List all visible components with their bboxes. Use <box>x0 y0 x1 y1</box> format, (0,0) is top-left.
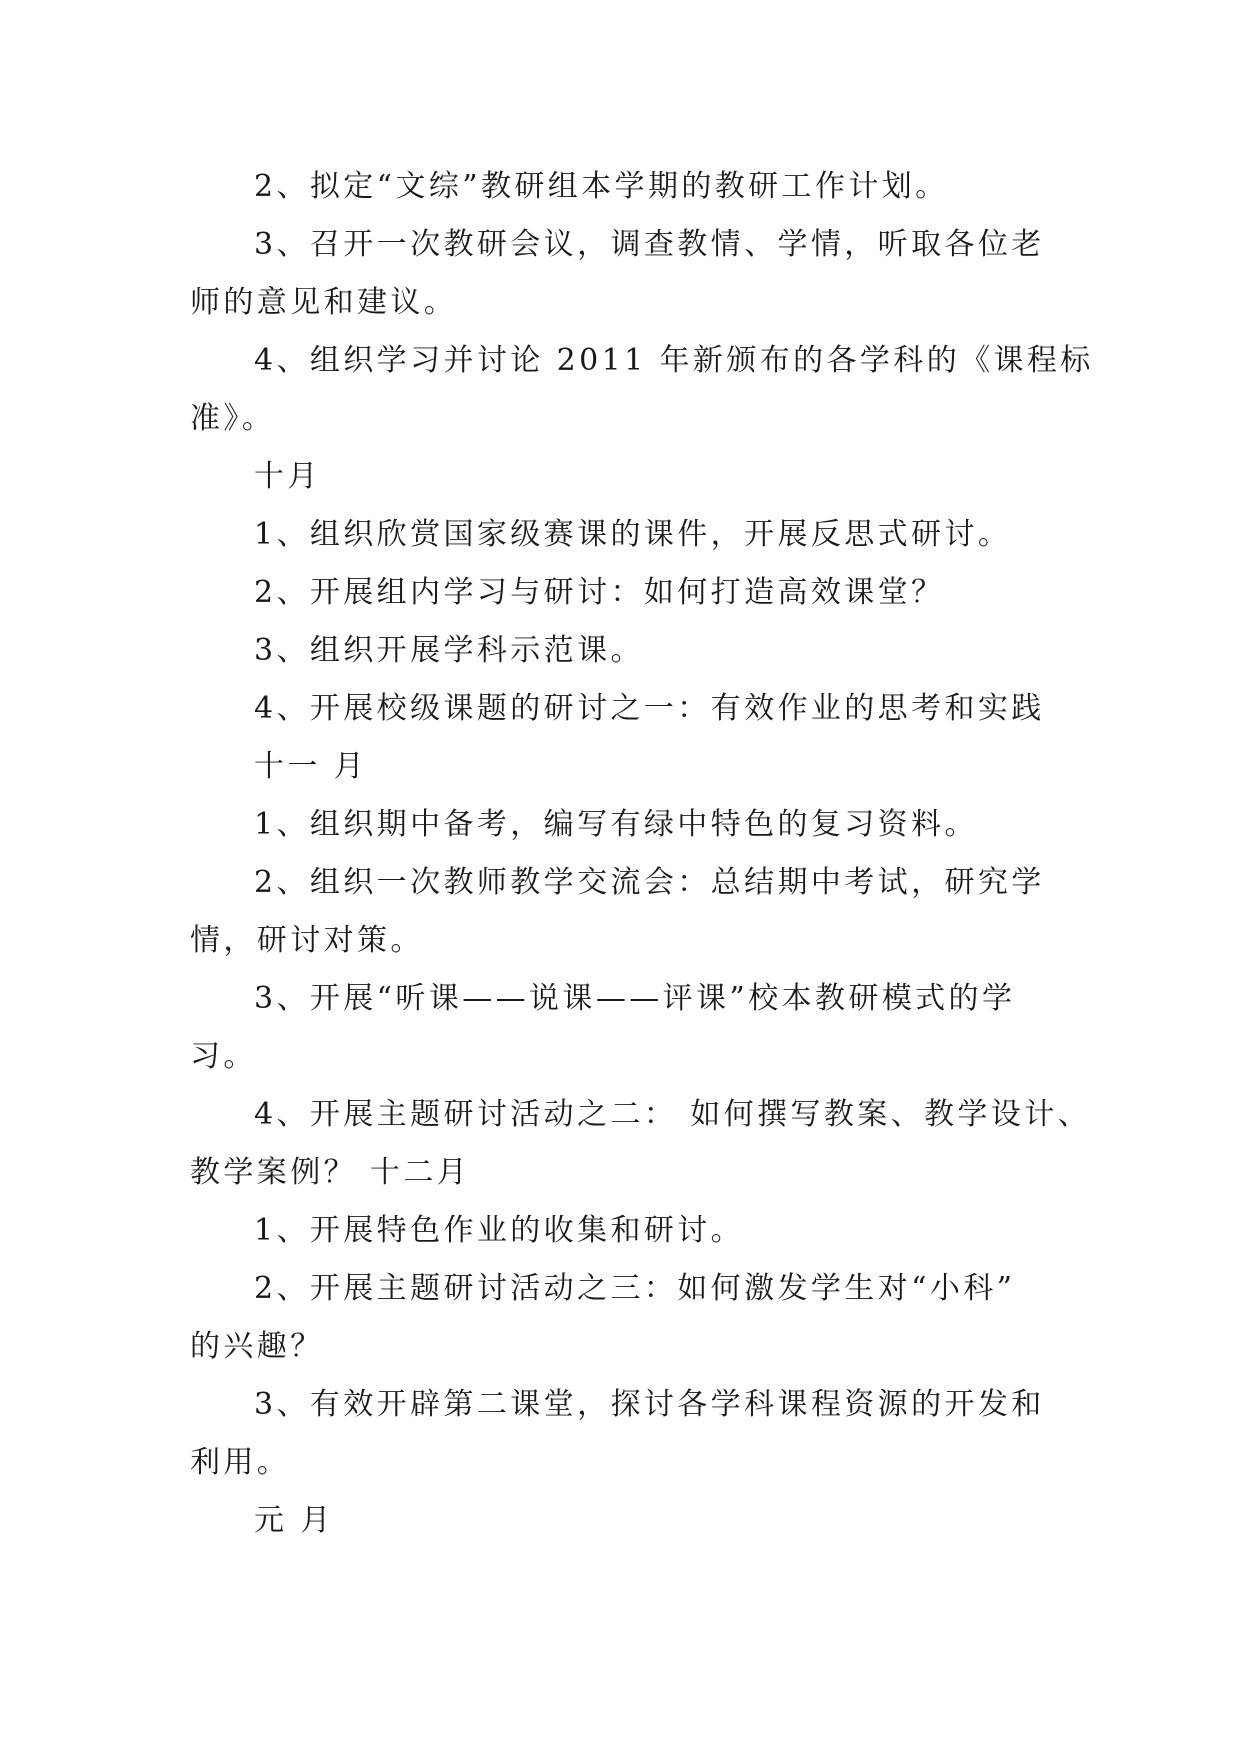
month-heading-january: 元 月 <box>254 1503 334 1538</box>
plan-item-nov-2: 2、组织一次教师教学交流会：总结期中考试，研究学 <box>254 865 1045 900</box>
plan-item-oct-4: 4、开展校级课题的研讨之一：有效作业的思考和实践 <box>254 691 1045 726</box>
plan-item-nov-3: 3、开展“听课——说课——评课”校本教研模式的学 <box>254 981 1016 1016</box>
month-heading-october: 十月 <box>254 459 321 494</box>
month-heading-november: 十一 月 <box>254 749 368 784</box>
plan-item-sep-3: 3、召开一次教研会议，调查教情、学情，听取各位老 <box>254 227 1045 262</box>
document-body <box>190 158 1094 1550</box>
plan-item-dec-3-cont: 利用。 <box>190 1445 291 1480</box>
plan-item-sep-2: 2、拟定“文综”教研组本学期的教研工作计划。 <box>254 169 949 204</box>
plan-item-nov-1: 1、组织期中备考，编写有绿中特色的复习资料。 <box>254 807 978 842</box>
plan-item-sep-3-cont: 师的意见和建议。 <box>190 285 458 320</box>
plan-item-oct-1: 1、组织欣赏国家级赛课的课件，开展反思式研讨。 <box>254 517 1012 552</box>
plan-item-oct-3: 3、组织开展学科示范课。 <box>254 633 644 668</box>
plan-item-oct-2: 2、开展组内学习与研讨：如何打造高效课堂？ <box>254 575 945 610</box>
plan-item-dec-2: 2、开展主题研讨活动之三：如何激发学生对“小科” <box>254 1271 1016 1306</box>
plan-item-dec-1: 1、开展特色作业的收集和研讨。 <box>254 1213 745 1248</box>
plan-item-sep-4-cont: 准》。 <box>190 401 276 436</box>
plan-item-sep-4: 4、组织学习并讨论 2011 年新颁布的各学科的《课程标 <box>254 343 1094 378</box>
plan-item-nov-4-cont-and-december-heading: 教学案例？ 十二月 <box>190 1155 471 1190</box>
plan-item-nov-3-cont: 习。 <box>190 1039 257 1074</box>
plan-item-nov-4: 4、开展主题研讨活动之二： 如何撰写教案、教学设计、 <box>254 1097 1092 1132</box>
plan-item-nov-2-cont: 情，研讨对策。 <box>190 923 424 958</box>
plan-item-dec-2-cont: 的兴趣？ <box>190 1329 324 1364</box>
plan-item-dec-3: 3、有效开辟第二课堂，探讨各学科课程资源的开发和 <box>254 1387 1045 1422</box>
